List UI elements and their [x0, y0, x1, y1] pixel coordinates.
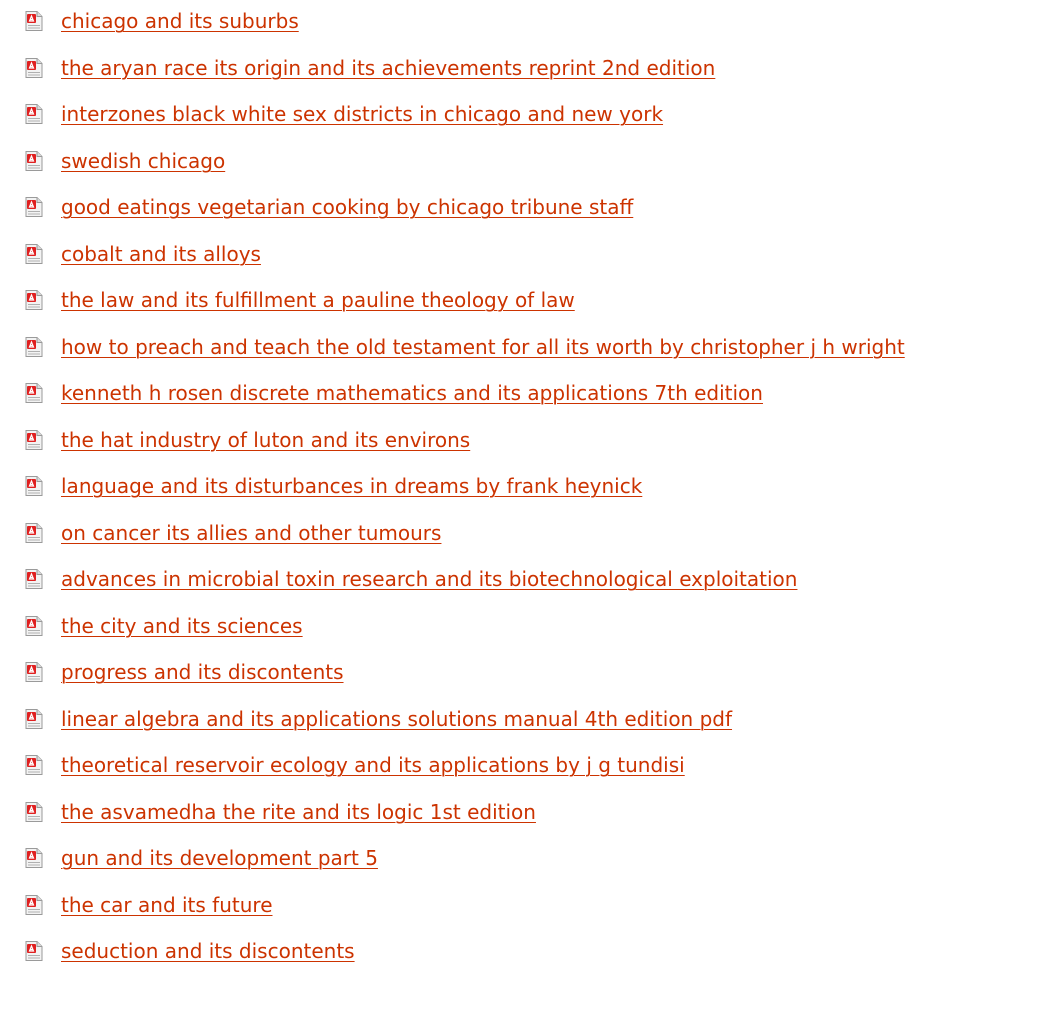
document-link[interactable]: the law and its fulfillment a pauline theology of law	[61, 288, 575, 312]
pdf-file-icon	[25, 755, 43, 775]
document-link[interactable]: seduction and its discontents	[61, 939, 355, 963]
pdf-file-icon	[25, 337, 43, 357]
document-link[interactable]: progress and its discontents	[61, 660, 344, 684]
pdf-file-icon	[25, 244, 43, 264]
pdf-file-icon	[25, 941, 43, 961]
list-item	[0, 791, 1052, 838]
list-item	[0, 0, 1052, 47]
pdf-file-icon	[25, 58, 43, 78]
list-item	[0, 512, 1052, 559]
document-link[interactable]: on cancer its allies and other tumours	[61, 520, 442, 545]
pdf-file-icon	[25, 383, 43, 403]
document-link[interactable]: linear algebra and its applications solutions manual 4th edition pdf	[61, 706, 733, 731]
pdf-file-icon	[25, 197, 43, 217]
list-item	[0, 279, 1052, 326]
list-item	[0, 930, 1052, 977]
list-item	[0, 326, 1052, 373]
pdf-file-icon	[25, 895, 43, 915]
document-link[interactable]: the asvamedha the rite and its logic 1st edition	[61, 799, 536, 824]
list-item	[0, 837, 1052, 884]
list-item	[0, 605, 1052, 652]
list-item	[0, 884, 1052, 931]
pdf-file-icon	[25, 848, 43, 868]
document-link[interactable]: language and its disturbances in dreams by frank heynick	[61, 474, 643, 498]
pdf-file-icon	[25, 802, 43, 822]
list-item	[0, 744, 1052, 791]
document-link[interactable]: advances in microbial toxin research and its biotechnological exploitation	[61, 567, 798, 591]
document-link[interactable]: kenneth h rosen discrete mathematics and its applications 7th edition	[61, 381, 763, 405]
list-item	[0, 651, 1052, 698]
list-item	[0, 47, 1052, 94]
pdf-file-icon	[25, 430, 43, 450]
document-link[interactable]: chicago and its suburbs	[61, 9, 299, 33]
pdf-file-icon	[25, 476, 43, 496]
document-link[interactable]: the car and its future	[61, 892, 273, 917]
document-link[interactable]: gun and its development part 5	[61, 846, 378, 870]
document-link[interactable]: swedish chicago	[61, 148, 226, 173]
pdf-file-icon	[25, 709, 43, 729]
list-item	[0, 698, 1052, 745]
list-item	[0, 372, 1052, 419]
document-link[interactable]: the city and its sciences	[61, 613, 303, 638]
pdf-file-icon	[25, 11, 43, 31]
document-link[interactable]: the hat industry of luton and its environs	[61, 427, 471, 452]
pdf-file-icon	[25, 104, 43, 124]
document-link[interactable]: cobalt and its alloys	[61, 241, 261, 266]
pdf-file-icon	[25, 290, 43, 310]
document-link[interactable]: theoretical reservoir ecology and its applications by j g tundisi	[61, 753, 685, 777]
pdf-file-icon	[25, 662, 43, 682]
list-item	[0, 140, 1052, 187]
pdf-file-icon	[25, 569, 43, 589]
list-item	[0, 93, 1052, 140]
list-item	[0, 233, 1052, 280]
list-item	[0, 186, 1052, 233]
document-link[interactable]: the aryan race its origin and its achievements reprint 2nd edition	[61, 55, 716, 80]
pdf-file-icon	[25, 151, 43, 171]
pdf-file-icon	[25, 616, 43, 636]
document-link[interactable]: interzones black white sex districts in chicago and new york	[61, 102, 664, 126]
document-link[interactable]: good eatings vegetarian cooking by chicago tribune staff	[61, 195, 634, 219]
list-item	[0, 558, 1052, 605]
pdf-file-icon	[25, 523, 43, 543]
list-item	[0, 465, 1052, 512]
document-link[interactable]: how to preach and teach the old testament for all its worth by christopher j h wright	[61, 334, 905, 359]
list-item	[0, 419, 1052, 466]
